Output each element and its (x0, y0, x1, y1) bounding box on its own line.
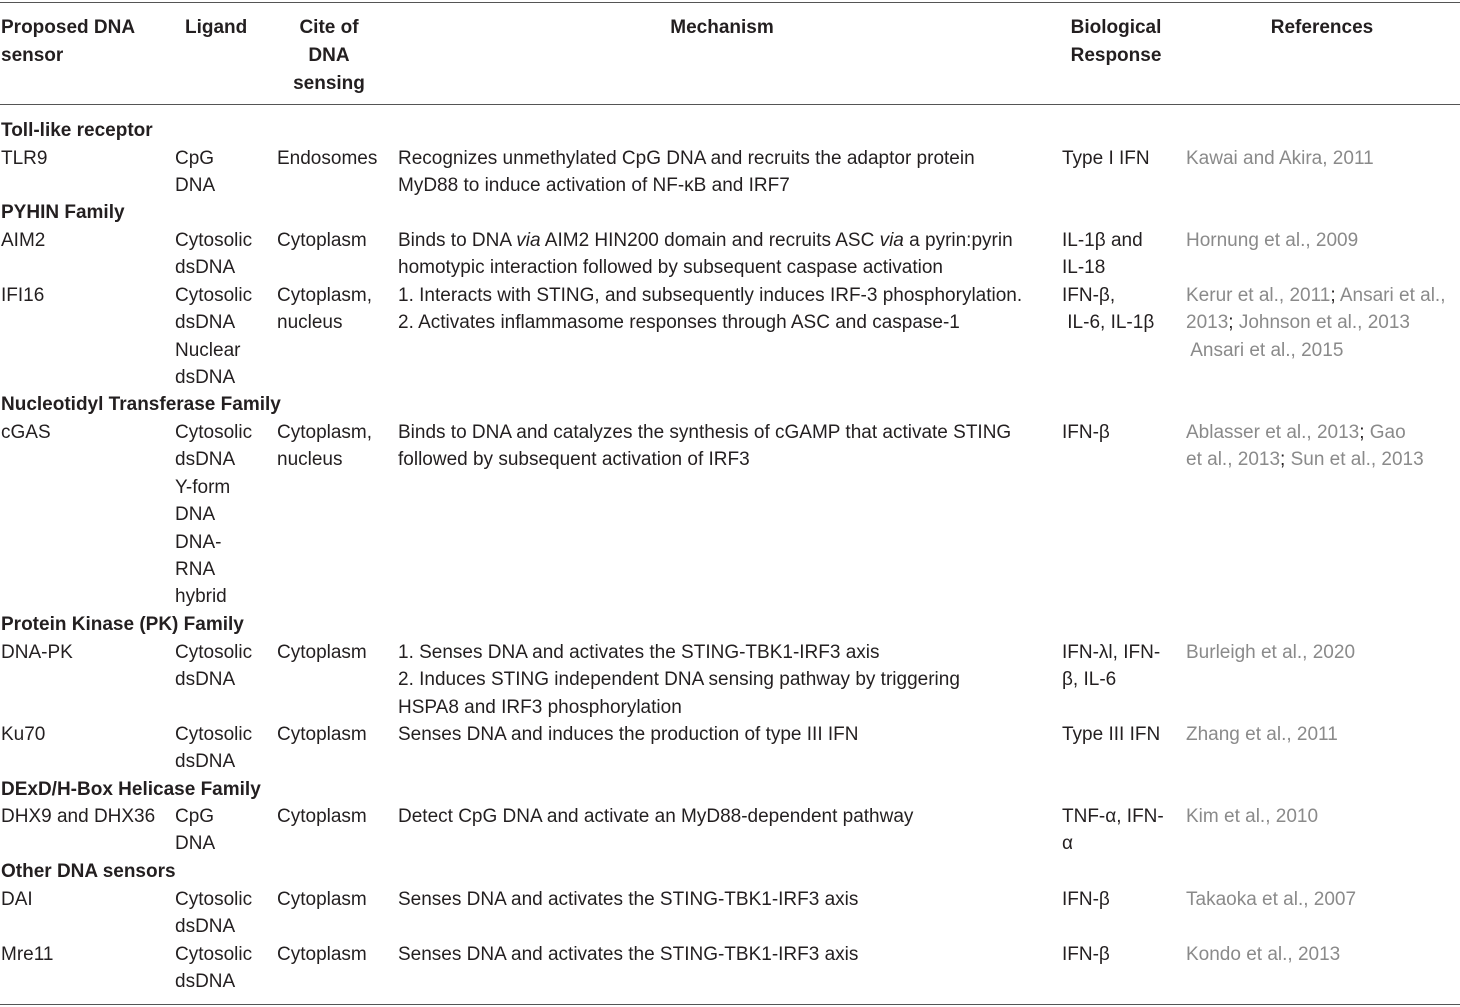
table-bottom-rule (0, 1004, 1460, 1005)
site-line: Cytoplasm (277, 944, 367, 965)
reference-link[interactable]: Kondo et al., 2013 (1186, 944, 1341, 965)
category-heading: Toll-like receptor (1, 120, 153, 141)
response-line: IFN-β (1062, 944, 1110, 965)
mechanism-text: Binds to DNA (398, 230, 517, 251)
ligand-line: CpG (175, 148, 215, 169)
reference-link[interactable]: 2013 (1186, 312, 1229, 334)
references-cell (1186, 282, 1445, 364)
response-cell (1062, 227, 1143, 282)
site-line: Cytoplasm (277, 889, 367, 910)
reference-line (1186, 337, 1445, 364)
mechanism-text: AIM2 HIN200 domain and recruits ASC (540, 230, 880, 251)
ligand-line: DNA (175, 504, 216, 526)
response-line: IL-18 (1062, 257, 1106, 279)
ligand-line: Cytosolic (175, 642, 253, 663)
references-cell (1186, 419, 1424, 474)
site-cell (277, 639, 367, 666)
mechanism-line: Senses DNA and induces the production of type III IFN (398, 724, 859, 745)
header-mechanism (620, 14, 824, 42)
ligand-cell (175, 721, 252, 776)
mechanism-line: MyD88 to induce activation of NF-κB and IRF7 (398, 175, 790, 197)
site-cell (277, 721, 367, 748)
mechanism-cell (398, 227, 1013, 282)
mechanism-line: 1. Senses DNA and activates the STING-TBK1-IRF3 axis (398, 642, 880, 663)
reference-link[interactable]: Sun et al., 2013 (1290, 449, 1424, 471)
response-line: TNF-α, IFN- (1062, 806, 1164, 827)
response-line: IFN-β, (1062, 285, 1116, 306)
mechanism-cell (398, 803, 913, 830)
reference-link[interactable]: Kerur et al., 2011 (1186, 285, 1331, 306)
header-cite-line: Cite of (299, 17, 359, 38)
site-line: Cytoplasm (277, 806, 367, 827)
response-cell (1062, 941, 1110, 968)
site-line: nucleus (277, 449, 343, 471)
mechanism-cell (398, 941, 858, 968)
ligand-line: Cytosolic (175, 285, 253, 306)
mechanism-line: homotypic interaction followed by subsequent caspase activation (398, 257, 943, 279)
site-line: Cytoplasm (277, 724, 367, 745)
ligand-line: dsDNA (175, 257, 236, 279)
ligand-line: Cytosolic (175, 230, 253, 251)
mechanism-line: Senses DNA and activates the STING-TBK1-IRF3 axis (398, 889, 859, 910)
ligand-line: dsDNA (175, 367, 236, 389)
ligand-line: Cytosolic (175, 422, 253, 443)
response-line: IL-1β and (1062, 230, 1143, 251)
ligand-line: CpG (175, 806, 215, 827)
ligand-line: DNA (175, 175, 216, 197)
references-cell (1186, 803, 1318, 830)
mechanism-line: Recognizes unmethylated CpG DNA and recruits the adaptor protein (398, 148, 975, 169)
sensor-name: AIM2 (1, 230, 46, 251)
ligand-line: Y-form (175, 476, 231, 498)
site-cell (277, 886, 367, 913)
ligand-cell (175, 282, 252, 392)
references-cell (1186, 227, 1358, 254)
header-sensor-line: Proposed DNA (1, 17, 136, 38)
ligand-line: DNA (175, 833, 216, 855)
mechanism-cell (398, 419, 1011, 474)
site-cell (277, 941, 367, 968)
table-top-rule (0, 2, 1460, 3)
mechanism-cell (398, 282, 1022, 337)
ligand-cell (175, 145, 215, 200)
ligand-cell (175, 227, 252, 282)
mechanism-line (398, 227, 1013, 254)
header-sensor (1, 14, 135, 70)
ligand-line: Cytosolic (175, 724, 253, 745)
header-ligand-line: Ligand (185, 17, 248, 38)
sensor-name: Mre11 (1, 944, 54, 965)
ligand-cell (175, 941, 252, 996)
header-references-line: References (1270, 17, 1374, 38)
ligand-line: dsDNA (175, 916, 236, 938)
header-response (1060, 14, 1172, 70)
references-cell (1186, 721, 1338, 748)
response-line: IL-6, IL-1β (1062, 312, 1155, 334)
response-line: IFN-β (1062, 889, 1110, 910)
reference-link[interactable]: Kim et al., 2010 (1186, 806, 1319, 827)
response-cell (1062, 419, 1110, 446)
references-cell (1186, 145, 1374, 172)
reference-link[interactable]: Gao (1369, 422, 1406, 443)
ligand-line: DNA- (175, 531, 222, 553)
mechanism-line: 2. Activates inflammasome responses through ASC and caspase-1 (398, 312, 960, 334)
site-cell (277, 145, 377, 172)
reference-link[interactable]: Burleigh et al., 2020 (1186, 642, 1356, 663)
mechanism-line: Detect CpG DNA and activate an MyD88-dependent pathway (398, 806, 914, 827)
ligand-line: dsDNA (175, 312, 236, 334)
mechanism-line: followed by subsequent activation of IRF3 (398, 449, 750, 471)
response-cell (1062, 886, 1110, 913)
response-cell (1062, 639, 1160, 694)
sensor-name: IFI16 (1, 285, 45, 306)
site-cell (277, 419, 372, 474)
mechanism-line: 1. Interacts with STING, and subsequently induces IRF-3 phosphorylation. (398, 285, 1023, 306)
reference-link[interactable]: Hornung et al., 2009 (1186, 230, 1359, 251)
response-line: IFN-λl, IFN- (1062, 642, 1161, 663)
reference-link[interactable]: et al., 2013 (1186, 449, 1281, 471)
site-line: nucleus (277, 312, 343, 334)
mechanism-italic: via (516, 230, 541, 251)
sensor-name: cGAS (1, 422, 51, 443)
site-line: Cytoplasm, (277, 422, 373, 443)
mechanism-text: a pyrin:pyrin (903, 230, 1013, 251)
mechanism-line: Senses DNA and activates the STING-TBK1-IRF3 axis (398, 944, 859, 965)
reference-link[interactable]: Ablasser et al., 2013 (1186, 422, 1360, 443)
mechanism-line: Binds to DNA and catalyzes the synthesis of cGAMP that activate STING (398, 422, 1012, 443)
header-response-line: Biological (1070, 17, 1162, 38)
site-line: Cytoplasm, (277, 285, 373, 306)
ligand-line: Nuclear (175, 339, 241, 361)
header-cite (284, 14, 374, 98)
references-cell (1186, 886, 1356, 913)
site-cell (277, 803, 367, 830)
reference-line: Ablasser et al., 2013; Gao (1186, 422, 1406, 443)
mechanism-line: HSPA8 and IRF3 phosphorylation (398, 696, 682, 718)
ligand-line: Cytosolic (175, 944, 253, 965)
site-line: Endosomes (277, 148, 378, 169)
ligand-line: dsDNA (175, 751, 236, 773)
mechanism-italic: via (879, 230, 904, 251)
ligand-line: dsDNA (175, 669, 236, 691)
category-heading: Nucleotidyl Transferase Family (1, 394, 281, 415)
site-cell (277, 227, 367, 254)
category-heading: PYHIN Family (1, 202, 125, 223)
sensor-name: DAI (1, 889, 33, 910)
ligand-line: dsDNA (175, 971, 236, 993)
ligand-line: hybrid (175, 586, 227, 608)
ligand-cell (175, 639, 252, 694)
header-response-line: Response (1070, 45, 1162, 66)
reference-link[interactable]: Ansari et al., (1339, 285, 1446, 306)
sensor-name: TLR9 (1, 148, 48, 169)
response-line: β, IL-6 (1062, 669, 1117, 691)
reference-link[interactable]: Kawai and Akira, 2011 (1186, 148, 1374, 169)
header-references (1240, 14, 1404, 42)
reference-link[interactable]: Takaoka et al., 2007 (1186, 889, 1357, 910)
response-line: IFN-β (1062, 422, 1110, 443)
mechanism-cell (398, 886, 858, 913)
sensor-name: DHX9 and DHX36 (1, 806, 156, 827)
header-ligand (185, 14, 247, 42)
reference-line: Kerur et al., 2011; Ansari et al., (1186, 285, 1446, 306)
category-heading: Other DNA sensors (1, 861, 176, 882)
ligand-line: dsDNA (175, 449, 236, 471)
reference-link[interactable]: Johnson et al., 2013 (1238, 312, 1410, 334)
category-heading: DExD/H-Box Helicase Family (1, 779, 261, 800)
header-mechanism-line: Mechanism (670, 17, 774, 38)
header-cite-line: DNA (308, 45, 350, 66)
response-line: Type I IFN (1062, 148, 1150, 169)
site-line: Cytoplasm (277, 230, 367, 251)
references-cell (1186, 941, 1340, 968)
response-cell (1062, 803, 1164, 858)
response-line: α (1062, 833, 1073, 855)
site-line: Cytoplasm (277, 642, 367, 663)
reference-link[interactable]: Ansari et al., 2015 (1186, 339, 1344, 361)
header-cite-line: sensing (293, 73, 365, 94)
ligand-line: RNA (175, 559, 216, 581)
reference-link[interactable]: Zhang et al., 2011 (1186, 724, 1338, 745)
ligand-cell (175, 803, 215, 858)
ligand-cell (175, 886, 252, 941)
category-heading: Protein Kinase (PK) Family (1, 614, 244, 635)
references-cell (1186, 639, 1355, 666)
site-cell (277, 282, 372, 337)
mechanism-cell (398, 721, 858, 748)
sensor-name: DNA-PK (1, 642, 73, 663)
response-line: Type III IFN (1062, 724, 1161, 745)
sensor-name: Ku70 (1, 724, 46, 745)
response-cell (1062, 282, 1154, 337)
response-cell (1062, 145, 1150, 172)
mechanism-cell (398, 639, 960, 721)
table-header-rule (0, 104, 1460, 105)
ligand-cell (175, 419, 252, 611)
mechanism-line: 2. Induces STING independent DNA sensing pathway by triggering (398, 669, 960, 691)
reference-line: et al., 2013; Sun et al., 2013 (1186, 449, 1424, 471)
ligand-line: Cytosolic (175, 889, 253, 910)
reference-line: 2013; Johnson et al., 2013 (1186, 312, 1410, 334)
mechanism-cell (398, 145, 975, 200)
response-cell (1062, 721, 1160, 748)
header-sensor-line: sensor (1, 45, 64, 66)
